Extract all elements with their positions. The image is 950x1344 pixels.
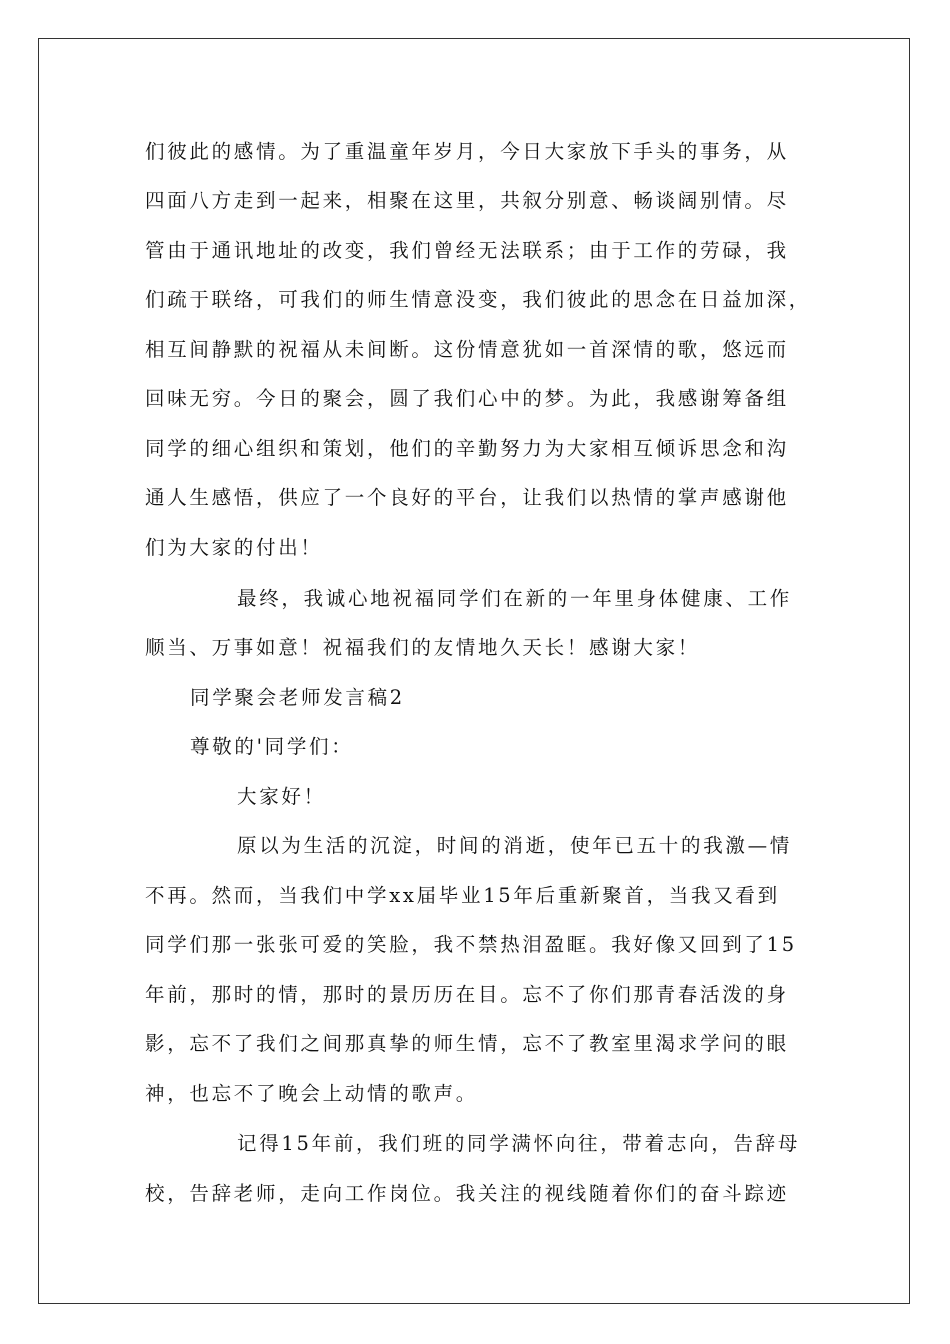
text-line: 管由于通讯地址的改变，我们曾经无法联系；由于工作的劳碌，我 bbox=[145, 239, 789, 262]
greeting: 大家好！ bbox=[237, 785, 326, 808]
text-line: 同学们那一张张可爱的笑脸，我不禁热泪盈眶。我好像又回到了15 bbox=[145, 933, 797, 956]
page-border bbox=[38, 38, 910, 1304]
text-line: 最终，我诚心地祝福同学们在新的一年里身体健康、工作 bbox=[237, 587, 793, 610]
text-line: 回味无穷。今日的聚会，圆了我们心中的梦。为此，我感谢筹备组 bbox=[145, 387, 789, 410]
text-line: 们疏于联络，可我们的师生情意没变，我们彼此的思念在日益加深， bbox=[145, 288, 812, 311]
text-line: 神，也忘不了晚会上动情的歌声。 bbox=[145, 1082, 479, 1105]
text-line: 相互间静默的祝福从未间断。这份情意犹如一首深情的歌，悠远而 bbox=[145, 338, 789, 361]
text-line: 同学的细心组织和策划，他们的辛勤努力为大家相互倾诉思念和沟 bbox=[145, 437, 789, 460]
text-line: 们为大家的付出！ bbox=[145, 536, 323, 559]
text-line: 影，忘不了我们之间那真挚的师生情，忘不了教室里渴求学问的眼 bbox=[145, 1032, 789, 1055]
text-line: 校，告辞老师，走向工作岗位。我关注的视线随着你们的奋斗踪迹 bbox=[145, 1182, 789, 1205]
text-line: 通人生感悟，供应了一个良好的平台，让我们以热情的掌声感谢他 bbox=[145, 486, 789, 509]
salutation: 尊敬的'同学们： bbox=[190, 735, 354, 758]
text-line: 年前，那时的情，那时的景历历在目。忘不了你们那青春活泼的身 bbox=[145, 983, 789, 1006]
section-heading: 同学聚会老师发言稿2 bbox=[190, 686, 405, 709]
text-line: 记得15年前，我们班的同学满怀向往，带着志向，告辞母 bbox=[237, 1132, 801, 1155]
text-line: 原以为生活的沉淀，时间的消逝，使年已五十的我激—情 bbox=[237, 834, 793, 857]
text-line: 不再。然而，当我们中学xx届毕业15年后重新聚首，当我又看到 bbox=[145, 884, 780, 907]
text-line: 四面八方走到一起来，相聚在这里，共叙分别意、畅谈阔别情。尽 bbox=[145, 189, 789, 212]
text-line: 们彼此的感情。为了重温童年岁月，今日大家放下手头的事务，从 bbox=[145, 140, 789, 163]
text-line: 顺当、万事如意！祝福我们的友情地久天长！感谢大家！ bbox=[145, 636, 701, 659]
